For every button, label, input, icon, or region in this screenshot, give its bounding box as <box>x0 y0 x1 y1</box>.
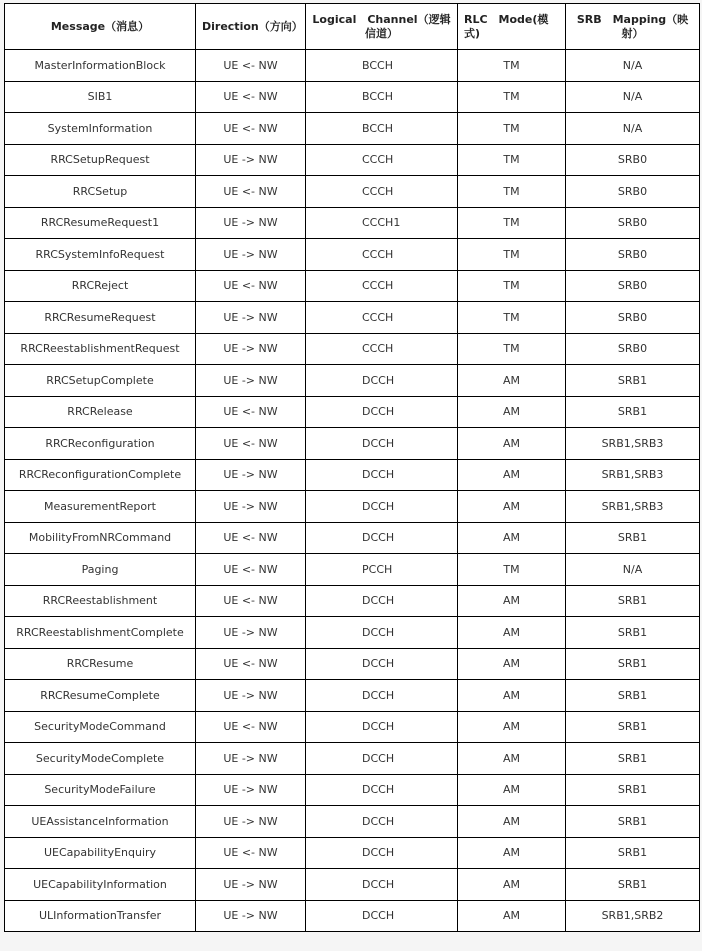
logical-channel-cell: DCCH <box>306 774 458 806</box>
message-cell: RRCRelease <box>5 396 196 428</box>
table-row <box>5 113 700 145</box>
direction-cell: UE -> NW <box>196 459 306 491</box>
logical-channel-cell: DCCH <box>306 680 458 712</box>
table-row <box>5 396 700 428</box>
message-cell: MasterInformationBlock <box>5 50 196 82</box>
logical-channel-cell: DCCH <box>306 491 458 523</box>
srb-mapping-cell: SRB1,SRB2 <box>566 900 700 932</box>
srb-mapping-cell: SRB0 <box>566 144 700 176</box>
logical-channel-cell: DCCH <box>306 585 458 617</box>
logical-channel-cell: CCCH <box>306 333 458 365</box>
rlc-mode-cell: TM <box>458 50 566 82</box>
message-cell: RRCReconfigurationComplete <box>5 459 196 491</box>
rlc-mode-cell: AM <box>458 900 566 932</box>
message-cell: RRCSetupRequest <box>5 144 196 176</box>
header-logical-channel: Logical Channel（逻辑信道） <box>306 4 458 50</box>
rlc-mode-cell: AM <box>458 711 566 743</box>
logical-channel-cell: CCCH <box>306 144 458 176</box>
direction-cell: UE <- NW <box>196 554 306 586</box>
direction-cell: UE <- NW <box>196 522 306 554</box>
table-row <box>5 648 700 680</box>
direction-cell: UE -> NW <box>196 239 306 271</box>
logical-channel-cell: DCCH <box>306 459 458 491</box>
message-cell: SecurityModeCommand <box>5 711 196 743</box>
direction-cell: UE -> NW <box>196 333 306 365</box>
logical-channel-cell: CCCH <box>306 239 458 271</box>
logical-channel-cell: DCCH <box>306 837 458 869</box>
rlc-mode-cell: TM <box>458 81 566 113</box>
table-row <box>5 81 700 113</box>
rrc-message-table <box>4 3 700 932</box>
table-row <box>5 491 700 523</box>
srb-mapping-cell: N/A <box>566 81 700 113</box>
srb-mapping-cell: N/A <box>566 50 700 82</box>
table-row <box>5 774 700 806</box>
table-row <box>5 50 700 82</box>
rlc-mode-cell: AM <box>458 459 566 491</box>
logical-channel-cell: CCCH <box>306 176 458 208</box>
rlc-mode-cell: TM <box>458 144 566 176</box>
message-cell: RRCReconfiguration <box>5 428 196 460</box>
table-row <box>5 554 700 586</box>
rlc-mode-cell: AM <box>458 837 566 869</box>
logical-channel-cell: BCCH <box>306 81 458 113</box>
srb-mapping-cell: SRB1 <box>566 365 700 397</box>
table-row <box>5 207 700 239</box>
table-row <box>5 680 700 712</box>
rlc-mode-cell: TM <box>458 239 566 271</box>
logical-channel-cell: BCCH <box>306 113 458 145</box>
message-cell: MeasurementReport <box>5 491 196 523</box>
rlc-mode-cell: AM <box>458 365 566 397</box>
direction-cell: UE <- NW <box>196 176 306 208</box>
message-cell: RRCResumeRequest <box>5 302 196 334</box>
srb-mapping-cell: SRB1 <box>566 648 700 680</box>
message-cell: Paging <box>5 554 196 586</box>
srb-mapping-cell: SRB1 <box>566 806 700 838</box>
logical-channel-cell: DCCH <box>306 365 458 397</box>
table-row <box>5 333 700 365</box>
message-cell: SystemInformation <box>5 113 196 145</box>
srb-mapping-cell: SRB1 <box>566 522 700 554</box>
rlc-mode-cell: AM <box>458 648 566 680</box>
srb-mapping-cell: SRB1 <box>566 837 700 869</box>
rlc-mode-cell: AM <box>458 774 566 806</box>
srb-mapping-cell: SRB0 <box>566 270 700 302</box>
direction-cell: UE -> NW <box>196 617 306 649</box>
message-cell: RRCResumeRequest1 <box>5 207 196 239</box>
rlc-mode-cell: AM <box>458 585 566 617</box>
rlc-mode-cell: AM <box>458 743 566 775</box>
logical-channel-cell: DCCH <box>306 522 458 554</box>
logical-channel-cell: DCCH <box>306 869 458 901</box>
srb-mapping-cell: SRB0 <box>566 176 700 208</box>
rlc-mode-cell: AM <box>458 617 566 649</box>
srb-mapping-cell: SRB1,SRB3 <box>566 428 700 460</box>
srb-mapping-cell: SRB1 <box>566 617 700 649</box>
table-row <box>5 176 700 208</box>
logical-channel-cell: DCCH <box>306 743 458 775</box>
rlc-mode-cell: TM <box>458 302 566 334</box>
table-row <box>5 900 700 932</box>
srb-mapping-cell: N/A <box>566 554 700 586</box>
rlc-mode-cell: AM <box>458 522 566 554</box>
table-row <box>5 302 700 334</box>
logical-channel-cell: DCCH <box>306 648 458 680</box>
logical-channel-cell: CCCH1 <box>306 207 458 239</box>
logical-channel-cell: PCCH <box>306 554 458 586</box>
direction-cell: UE -> NW <box>196 806 306 838</box>
direction-cell: UE <- NW <box>196 837 306 869</box>
rlc-mode-cell: AM <box>458 869 566 901</box>
rlc-mode-cell: TM <box>458 113 566 145</box>
message-cell: RRCResumeComplete <box>5 680 196 712</box>
message-cell: MobilityFromNRCommand <box>5 522 196 554</box>
table-row <box>5 869 700 901</box>
table-row <box>5 837 700 869</box>
message-cell: RRCReestablishmentRequest <box>5 333 196 365</box>
message-cell: UEAssistanceInformation <box>5 806 196 838</box>
rlc-mode-cell: AM <box>458 428 566 460</box>
srb-mapping-cell: SRB0 <box>566 302 700 334</box>
table-row <box>5 711 700 743</box>
header-rlc-mode: RLC Mode(模式) <box>458 4 566 50</box>
srb-mapping-cell: SRB1,SRB3 <box>566 459 700 491</box>
rlc-mode-cell: TM <box>458 554 566 586</box>
rlc-mode-cell: TM <box>458 333 566 365</box>
logical-channel-cell: DCCH <box>306 617 458 649</box>
message-cell: SecurityModeComplete <box>5 743 196 775</box>
message-cell: RRCReestablishmentComplete <box>5 617 196 649</box>
srb-mapping-cell: SRB1 <box>566 396 700 428</box>
direction-cell: UE -> NW <box>196 680 306 712</box>
direction-cell: UE -> NW <box>196 869 306 901</box>
direction-cell: UE <- NW <box>196 585 306 617</box>
rlc-mode-cell: AM <box>458 491 566 523</box>
rlc-mode-cell: TM <box>458 270 566 302</box>
srb-mapping-cell: SRB1 <box>566 711 700 743</box>
table-row <box>5 743 700 775</box>
logical-channel-cell: DCCH <box>306 396 458 428</box>
direction-cell: UE <- NW <box>196 270 306 302</box>
message-cell: RRCReject <box>5 270 196 302</box>
table-row <box>5 270 700 302</box>
table-row <box>5 144 700 176</box>
logical-channel-cell: DCCH <box>306 806 458 838</box>
header-srb-mapping: SRB Mapping（映射） <box>566 4 700 50</box>
direction-cell: UE -> NW <box>196 491 306 523</box>
srb-mapping-cell: N/A <box>566 113 700 145</box>
message-cell: RRCSetupComplete <box>5 365 196 397</box>
logical-channel-cell: DCCH <box>306 711 458 743</box>
table-row <box>5 428 700 460</box>
message-cell: SIB1 <box>5 81 196 113</box>
srb-mapping-cell: SRB1 <box>566 774 700 806</box>
message-cell: UECapabilityEnquiry <box>5 837 196 869</box>
rlc-mode-cell: AM <box>458 806 566 838</box>
direction-cell: UE -> NW <box>196 207 306 239</box>
header-direction: Direction（方向） <box>196 4 306 50</box>
srb-mapping-cell: SRB1 <box>566 869 700 901</box>
message-cell: ULInformationTransfer <box>5 900 196 932</box>
direction-cell: UE <- NW <box>196 113 306 145</box>
direction-cell: UE <- NW <box>196 50 306 82</box>
message-cell: RRCSetup <box>5 176 196 208</box>
direction-cell: UE -> NW <box>196 900 306 932</box>
table-row <box>5 806 700 838</box>
message-cell: RRCSystemInfoRequest <box>5 239 196 271</box>
rlc-mode-cell: TM <box>458 176 566 208</box>
direction-cell: UE <- NW <box>196 396 306 428</box>
srb-mapping-cell: SRB1 <box>566 585 700 617</box>
rlc-mode-cell: AM <box>458 680 566 712</box>
table-row <box>5 239 700 271</box>
rlc-mode-cell: TM <box>458 207 566 239</box>
direction-cell: UE <- NW <box>196 428 306 460</box>
message-cell: RRCResume <box>5 648 196 680</box>
direction-cell: UE -> NW <box>196 302 306 334</box>
header-row <box>5 4 700 50</box>
logical-channel-cell: CCCH <box>306 270 458 302</box>
srb-mapping-cell: SRB0 <box>566 207 700 239</box>
direction-cell: UE -> NW <box>196 365 306 397</box>
logical-channel-cell: DCCH <box>306 428 458 460</box>
direction-cell: UE <- NW <box>196 711 306 743</box>
table-row <box>5 522 700 554</box>
logical-channel-cell: CCCH <box>306 302 458 334</box>
srb-mapping-cell: SRB1,SRB3 <box>566 491 700 523</box>
srb-mapping-cell: SRB0 <box>566 333 700 365</box>
logical-channel-cell: DCCH <box>306 900 458 932</box>
direction-cell: UE -> NW <box>196 144 306 176</box>
direction-cell: UE -> NW <box>196 743 306 775</box>
table-row <box>5 585 700 617</box>
rlc-mode-cell: AM <box>458 396 566 428</box>
srb-mapping-cell: SRB0 <box>566 239 700 271</box>
direction-cell: UE -> NW <box>196 774 306 806</box>
table-header <box>5 4 700 50</box>
message-cell: SecurityModeFailure <box>5 774 196 806</box>
header-message: Message（消息） <box>5 4 196 50</box>
logical-channel-cell: BCCH <box>306 50 458 82</box>
direction-cell: UE <- NW <box>196 648 306 680</box>
table-row <box>5 365 700 397</box>
srb-mapping-cell: SRB1 <box>566 680 700 712</box>
direction-cell: UE <- NW <box>196 81 306 113</box>
message-cell: RRCReestablishment <box>5 585 196 617</box>
srb-mapping-cell: SRB1 <box>566 743 700 775</box>
table-row <box>5 459 700 491</box>
table-body <box>5 50 700 932</box>
table-row <box>5 617 700 649</box>
message-cell: UECapabilityInformation <box>5 869 196 901</box>
